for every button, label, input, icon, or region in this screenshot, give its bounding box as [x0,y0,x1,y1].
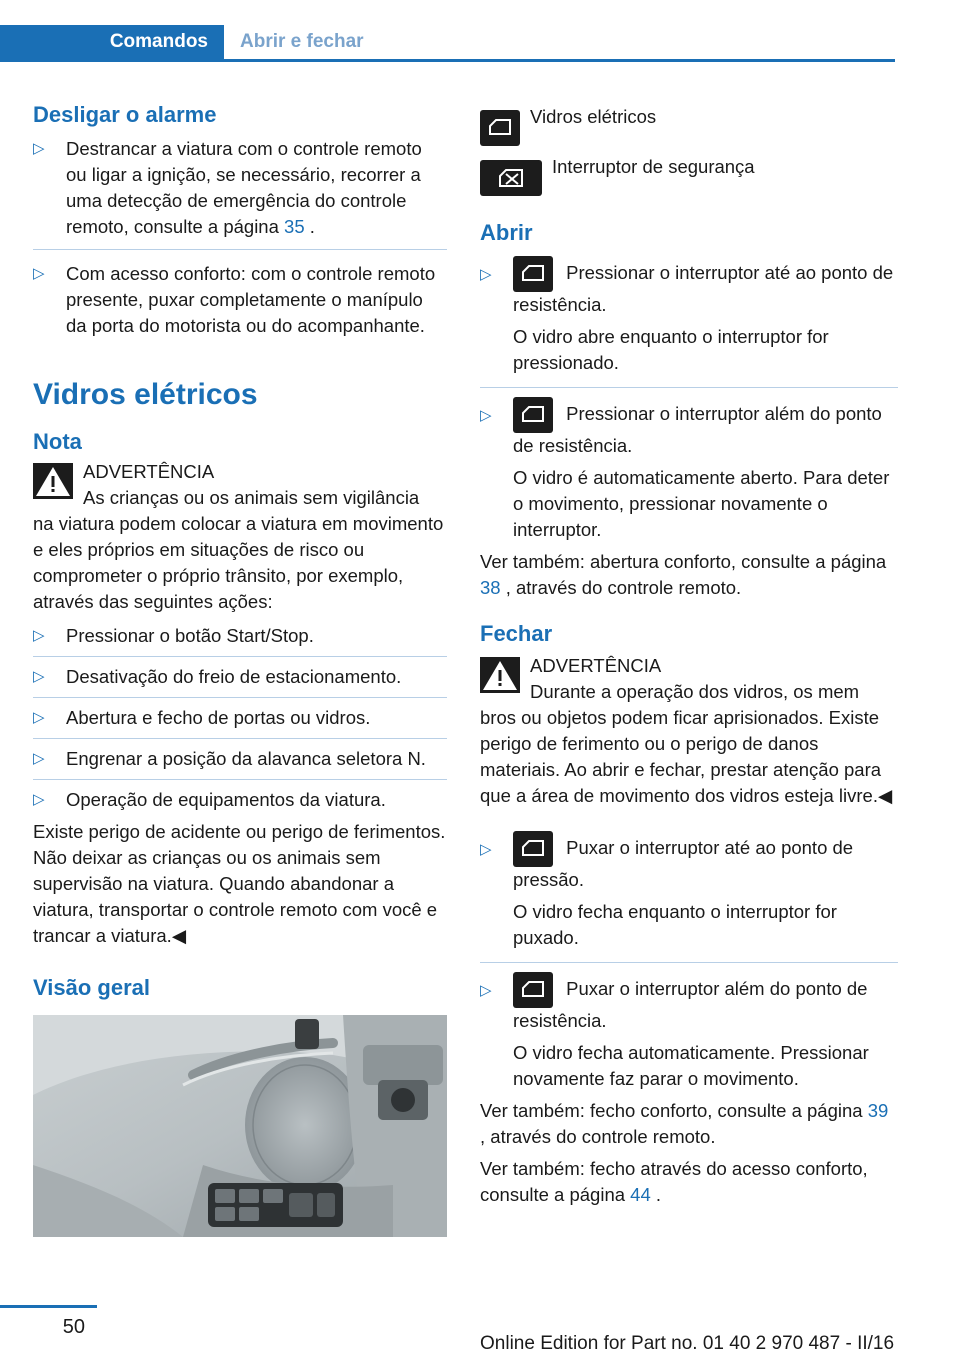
page-link-38[interactable]: 38 [480,577,501,598]
bullet-triangle-icon: ▷ [33,709,45,726]
divider [33,249,447,250]
divider [33,697,447,698]
window-switch-icon [513,831,553,867]
door-panel-illustration [33,1015,447,1237]
warning-label: ADVERTÊNCIA [83,461,215,482]
subsection-title-open: Abrir [480,220,533,245]
divider [480,962,898,963]
warning-text-first: As crianças ou os animais sem vigilância [83,487,420,508]
page-number: 50 [62,1316,85,1338]
bullet-triangle-icon: ▷ [480,407,492,424]
subsection-title-overview: Visão geral [33,975,150,1000]
list-item: ▷ Com acesso conforto: com o controle remoto presente, puxar completamente o manípulo da porta do motorista ou do acompanhante. [33,263,436,336]
left-column [33,100,447,1237]
list-item: ▷ Desativação do freio de estacionamento. [33,664,447,690]
warning-text: na viatura podem colocar a viatura em movimento e eles próprios em situações de risco ou comprometer o próprio trânsito, por exemplo, através das seguintes ações: [33,513,444,612]
warning-text: bros ou objetos podem ficar aprisionados. Existe perigo de ferimento ou o perigo de danos materiais. Ao abrir e fechar, prestar atenção para que a área de movimento dos vidros esteja livre.◀ [480,707,893,806]
warning-icon [480,657,520,693]
legend-safety [480,156,898,196]
right-column [480,100,898,1208]
list-item: ▷ Operação de equipamentos da viatura. [33,787,447,813]
bullet-triangle-icon: ▷ [480,841,492,858]
see-also-paragraph: Ver também: abertura conforto, consulte a página 38 , através do controle remoto. [480,551,887,598]
list-item: ▷ Pressionar o interruptor além do ponto de resistência. O vidro é automaticamente aberto. Para deter o movimento, pressionar novamente o interruptor. [480,397,898,543]
see-also-paragraph: Ver também: fecho conforto, consulte a página 39 , através do controle remoto. [480,1100,889,1147]
risk-paragraph: Existe perigo de acidente ou perigo de ferimentos. Não deixar as crianças ou os animais sem supervisão na viatura. Quando abandonar a viatura, transportar o controle remoto com você e trancar a viatura.◀ [33,821,446,946]
page-number-block [0,1305,97,1339]
page-link-35[interactable]: 35 [284,216,305,237]
safety-switch-icon [480,160,542,196]
section-title-windows: Vidros elétricos [33,378,258,411]
list-item: ▷ Engrenar a posição da alavanca seletora N. [33,746,447,772]
divider [33,738,447,739]
bullet-triangle-icon: ▷ [33,668,45,685]
list-item: ▷ Abertura e fecho de portas ou vidros. [33,705,447,731]
page-link-39[interactable]: 39 [867,1100,889,1121]
warning-icon [33,463,73,499]
window-switch-icon [513,972,553,1008]
warning-text-first: Durante a operação dos vidros, os mem [530,681,860,702]
page-header [0,0,895,62]
warning-block [480,653,898,705]
bullet-triangle-icon: ▷ [33,627,45,644]
bullet-triangle-icon: ▷ [480,266,492,283]
bullet-triangle-icon: ▷ [33,750,45,767]
door-panel-photo [33,1015,447,1237]
see-also-paragraph: Ver também: fecho através do acesso conforto, consulte a página 44 . [480,1158,868,1205]
page-link-44[interactable]: 44 [630,1184,651,1205]
divider [480,387,898,388]
bullet-triangle-icon: ▷ [33,265,45,282]
bullet-triangle-icon: ▷ [480,982,492,999]
subsection-title-nota: Nota [33,429,82,454]
list-item: ▷ Puxar o interruptor além do ponto de resistência. O vidro fecha automaticamente. Pressionar novamente faz parar o movimento. [480,972,898,1092]
window-switch-icon [480,110,520,146]
list-item: ▷ Puxar o interruptor até ao ponto de pressão. O vidro fecha enquanto o interruptor for puxado. [480,831,898,951]
tab-abrir-e-fechar[interactable]: Abrir e fechar [240,31,364,52]
window-switch-icon [513,256,553,292]
divider [33,656,447,657]
list-item: ▷ Destrancar a viatura com o controle remoto ou ligar a ignição, se necessário, recorrer a uma detecção de emergência do controle remoto, consulte a página 35 . [33,138,422,237]
window-switch-icon [513,397,553,433]
list-item: ▷ Pressionar o botão Start/Stop. [33,623,447,649]
header-divider [0,59,895,62]
list-item: ▷ Pressionar o interruptor até ao ponto de resistência. O vidro abre enquanto o interruptor for pressionado. [480,256,898,376]
bullet-triangle-icon: ▷ [33,791,45,808]
legend-windows-label: Vidros elétricos [530,106,657,127]
subsection-title-close: Fechar [480,621,553,646]
warning-label: ADVERTÊNCIA [530,655,662,676]
edition-footer: Online Edition for Part no. 01 40 2 970 487 - II/16 [480,1333,895,1354]
legend-windows [480,106,898,146]
divider [33,779,447,780]
section-title-alarm: Desligar o alarme [33,102,217,127]
legend-safety-label: Interruptor de segurança [552,156,755,177]
warning-block [33,459,447,511]
bullet-triangle-icon: ▷ [33,140,45,157]
tab-comandos[interactable]: Comandos [0,25,224,60]
